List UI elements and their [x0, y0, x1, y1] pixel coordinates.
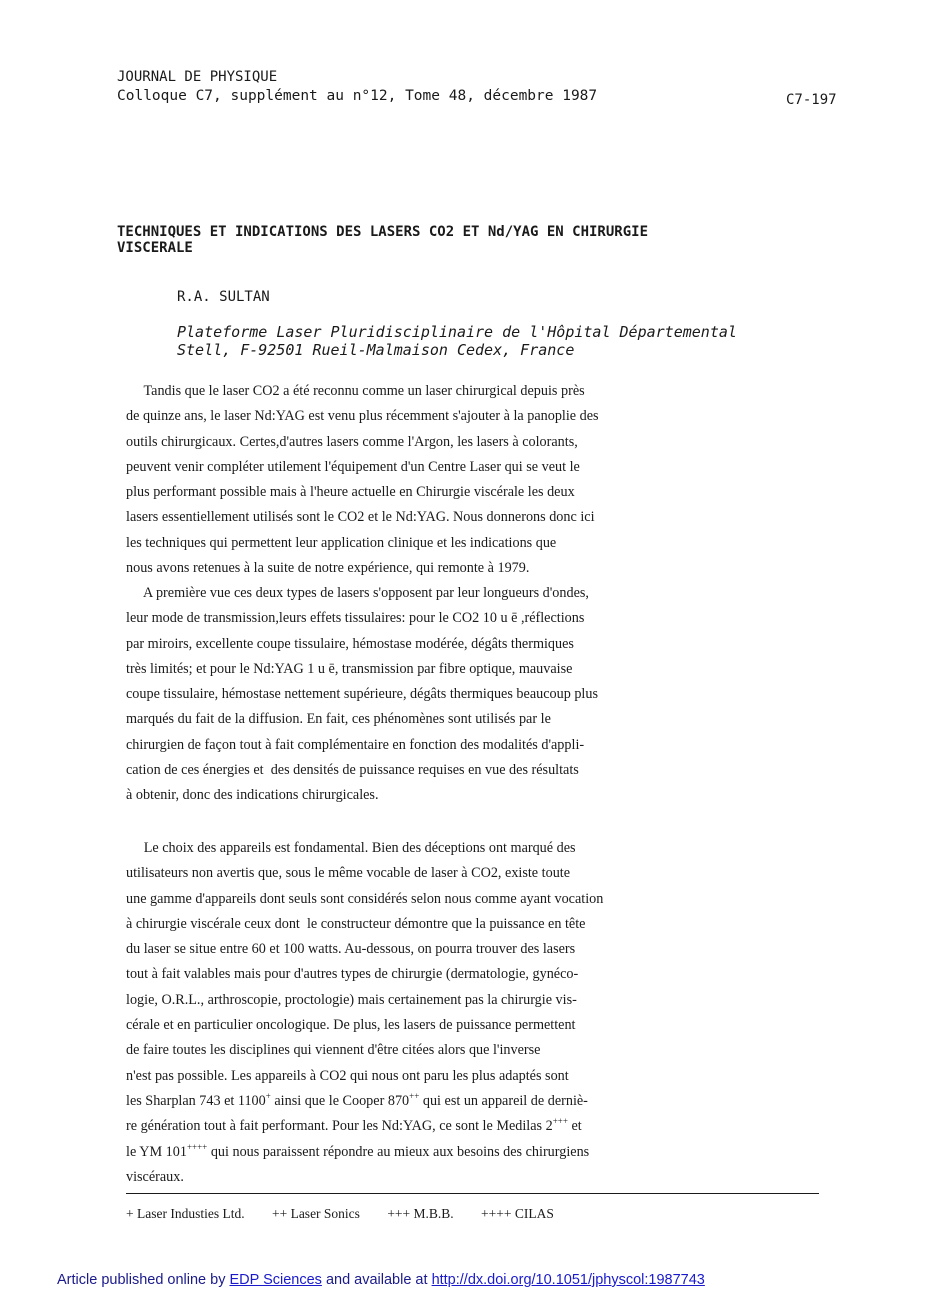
paragraph-line: tout à fait valables mais pour d'autres types de chirurgie (dermatologie, gynéco-: [126, 966, 579, 983]
paragraph-line: coupe tissulaire, hémostase nettement supérieure, dégâts thermiques beaucoup plus: [126, 686, 598, 703]
paragraph-line: n'est pas possible. Les appareils à CO2 qui nous ont paru les plus adaptés sont: [126, 1067, 569, 1084]
paragraph-line: par miroirs, excellente coupe tissulaire, hémostase modérée, dégâts thermiques: [126, 635, 574, 652]
footnote-mark: +++: [552, 1116, 568, 1127]
journal-name: JOURNAL DE PHYSIQUE: [117, 69, 278, 85]
title-line: VISCERALE: [117, 240, 193, 256]
paragraph-line: de quinze ans, le laser Nd:YAG est venu plus récemment s'ajouter à la panoplie des: [126, 408, 599, 425]
footnote-mark: ++++: [186, 1141, 208, 1152]
author: R.A. SULTAN: [177, 289, 270, 305]
footnote: ++++ CILAS: [481, 1206, 554, 1221]
footnote: ++ Laser Sonics: [271, 1206, 360, 1221]
paragraph-line: outils chirurgicaux. Certes,d'autres lasers comme l'Argon, les lasers à colorants,: [126, 433, 578, 450]
affiliation-line: Plateforme Laser Pluridisciplinaire de l'Hôpital Départemental: [177, 323, 737, 341]
paragraph-line: peuvent venir compléter utilement l'équipement d'un Centre Laser qui se veut le: [126, 458, 580, 475]
paragraph-line: utilisateurs non avertis que, sous le même vocable de laser à CO2, existe toute: [126, 865, 571, 882]
journal-issue: Colloque C7, supplément au n°12, Tome 48, décembre 1987: [117, 88, 598, 104]
title-line: TECHNIQUES ET INDICATIONS DES LASERS CO2 ET Nd/YAG EN CHIRURGIE: [117, 224, 649, 240]
paragraph-line: marqués du fait de la diffusion. En fait, ces phénomènes sont utilisés par le: [126, 711, 551, 728]
footnote: + Laser Industies Ltd.: [126, 1206, 245, 1221]
paragraph-line: du laser se situe entre 60 et 100 watts. Au-dessous, on pourra trouver des lasers: [126, 941, 576, 958]
paragraph-line: très limités; et pour le Nd:YAG 1 u ē, transmission par fibre optique, mauvaise: [126, 660, 573, 677]
paragraph-line: A première vue ces deux types de lasers s'opposent par leur longueurs d'ondes,: [126, 585, 589, 601]
paragraph-line: re génération tout à fait performant. Pour les Nd:YAG, ce sont le Medilas 2+++ et: [126, 1116, 582, 1135]
doi-link[interactable]: http://dx.doi.org/10.1051/jphyscol:1987743: [431, 1272, 705, 1288]
paragraph-line: leur mode de transmission,leurs effets tissulaires: pour le CO2 10 u ē ,réflections: [126, 610, 585, 627]
footnote-divider: [126, 1193, 819, 1194]
paragraph-line: plus performant possible mais à l'heure actuelle en Chirurgie viscérale les deux: [126, 484, 575, 501]
paragraph-line: Le choix des appareils est fondamental. Bien des déceptions ont marqué des: [126, 840, 576, 856]
page-number: C7-197: [786, 92, 837, 108]
footnote-mark: +: [265, 1090, 271, 1101]
paragraph-line: Tandis que le laser CO2 a été reconnu comme un laser chirurgical depuis près: [126, 383, 585, 399]
affiliation: [177, 323, 737, 359]
paragraph-intro: [126, 379, 841, 581]
paragraph-line: cation de ces énergies et des densités de puissance requises en vue des résultats: [126, 762, 579, 779]
paragraph-line: nous avons retenues à la suite de notre expérience, qui remonte à 1979.: [126, 560, 530, 577]
paragraph-comparison: [126, 581, 841, 809]
paragraph-line: à chirurgie viscérale ceux dont le constructeur démontre que la puissance en tête: [126, 915, 586, 932]
paragraph-line: le YM 101++++ qui nous paraissent répondre au mieux aux besoins des chirurgiens: [126, 1141, 590, 1160]
paragraph-line: chirurgien de façon tout à fait complémentaire en fonction des modalités d'appli-: [126, 736, 585, 753]
paragraph-equipment: [126, 836, 841, 1190]
paragraph-line: une gamme d'appareils dont seuls sont considérés selon nous comme ayant vocation: [126, 890, 604, 907]
affiliation-line: Stell, F-92501 Rueil-Malmaison Cedex, France: [177, 341, 575, 359]
paragraph-line: les techniques qui permettent leur application clinique et les indications que: [126, 534, 557, 551]
paragraph-line: de faire toutes les disciplines qui viennent d'être citées alors que l'inverse: [126, 1042, 541, 1059]
publisher-link[interactable]: EDP Sciences: [229, 1272, 322, 1288]
publication-banner: Article published online by EDP Sciences and available at http://dx.doi.org/10.1051/jphyscol:1987743: [57, 1272, 705, 1288]
footnote: +++ M.B.B.: [387, 1206, 454, 1221]
paragraph-line: viscéraux.: [126, 1168, 184, 1185]
paragraph-line: cérale et en particulier oncologique. De plus, les lasers de puissance permettent: [126, 1017, 576, 1034]
paragraph-line: logie, O.R.L., arthroscopie, proctologie) mais certainement pas la chirurgie vis-: [126, 991, 577, 1008]
paper-title: [117, 224, 648, 256]
paragraph-line: à obtenir, donc des indications chirurgicales.: [126, 787, 379, 804]
paragraph-line: lasers essentiellement utilisés sont le CO2 et le Nd:YAG. Nous donnerons donc ici: [126, 509, 595, 526]
footnotes: [126, 1206, 578, 1222]
footnote-mark: ++: [409, 1090, 420, 1101]
paragraph-line: les Sharplan 743 et 1100+ ainsi que le Cooper 870++ qui est un appareil de derniè-: [126, 1090, 588, 1109]
